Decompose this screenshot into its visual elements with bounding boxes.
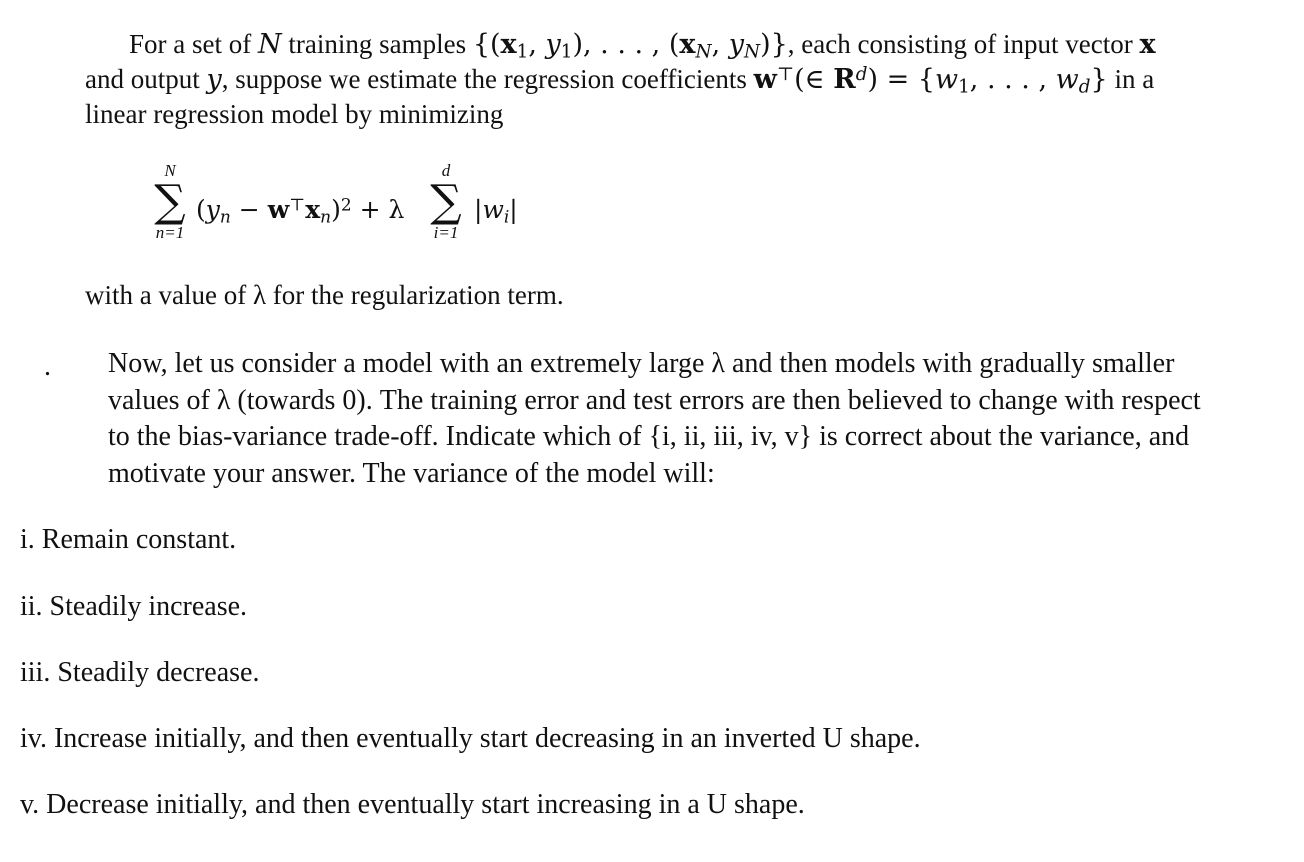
- sum-upper-limit: d: [441, 161, 451, 180]
- sum-lower-limit: i=1: [433, 223, 459, 242]
- math-N: N: [257, 29, 282, 60]
- option-ii: ii. Steadily increase.: [20, 591, 248, 622]
- intro-text: in a: [1107, 64, 1155, 94]
- option-i: i. Remain constant.: [20, 524, 237, 555]
- intro-paragraph: [85, 27, 1215, 132]
- sigma-symbol: ∑: [430, 176, 462, 227]
- math-w-expr: w⊤(∈ $R^d) = \{w_1$, . . . , $w_d$}: [753, 63, 1108, 98]
- l1-penalty-term: $|w_i|$: [474, 195, 518, 228]
- regularization-note: with a value of λ for the regularization term.: [85, 280, 564, 310]
- sum-lower-limit: n=1: [155, 223, 185, 242]
- intro-text: , each consisting of input vector: [787, 29, 1140, 59]
- summation-i: [426, 160, 466, 244]
- summation-n: [150, 160, 190, 244]
- objective-formula: [150, 160, 710, 255]
- question-text: Now, let us consider a model with an extremely large λ and then models with gradually smaller values of λ (towards 0). The training error and test errors are then believed to change with respect to the bias-variance trade-off. Indicate which of {i, ii, iii, iv, v} is correct about the variance, and motivate your answer. The variance of the model will:: [108, 348, 1201, 489]
- intro-text: For a set of: [129, 29, 258, 59]
- intro-text: and output: [85, 64, 207, 94]
- option-v: v. Decrease initially, and then eventually start increasing in a U shape.: [20, 789, 805, 820]
- squared-error-term: $(y_n - w^⊤x_n)^2 + \lambda$: [196, 195, 405, 228]
- intro-line-3: linear regression model by minimizing: [85, 99, 504, 129]
- sigma-symbol: ∑: [154, 176, 186, 227]
- math-samples: {($x_1$, $y_1$), . . . , ($x_N$, $y_N$)}: [472, 29, 788, 63]
- math-y: y: [206, 64, 222, 95]
- bullet-dot: .: [44, 351, 51, 382]
- intro-text: , suppose we estimate the regression coefficients: [221, 64, 754, 94]
- intro-line-2: [85, 62, 1215, 97]
- option-iii: iii. Steadily decrease.: [20, 657, 260, 688]
- option-iv: iv. Increase initially, and then eventually start decreasing in an inverted U shape.: [20, 723, 921, 754]
- sum-upper-limit: N: [164, 161, 176, 180]
- intro-text: training samples: [281, 29, 473, 59]
- intro-line-1: [85, 27, 1215, 62]
- math-x: x: [1139, 29, 1156, 60]
